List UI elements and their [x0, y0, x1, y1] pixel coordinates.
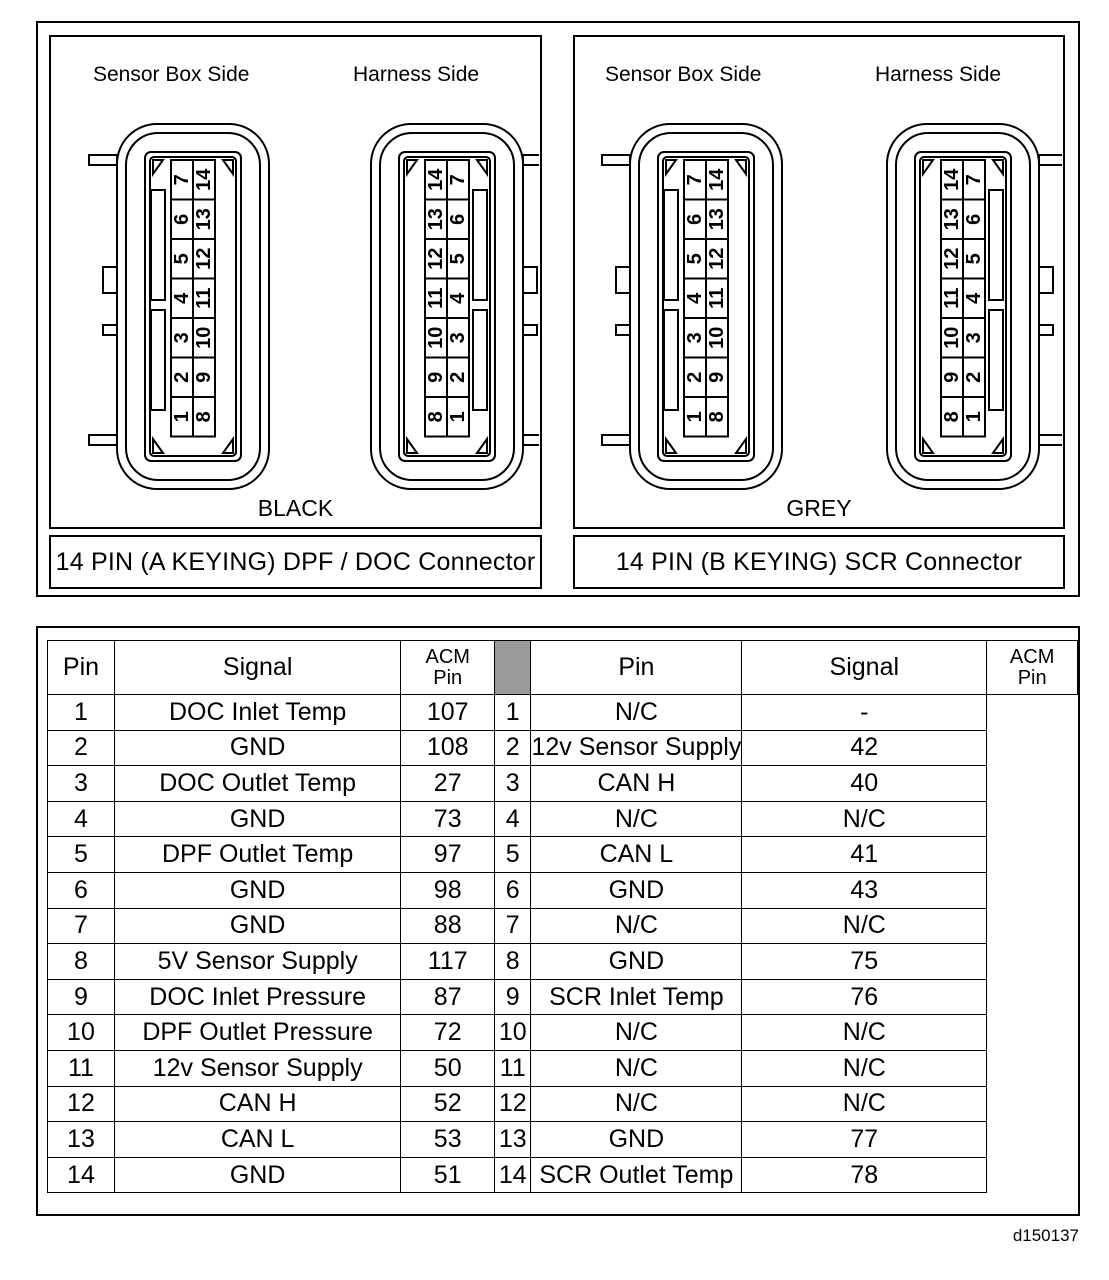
signal-cell: CAN H	[531, 766, 742, 802]
pin-number: 5	[447, 253, 469, 265]
connector-tab	[103, 325, 117, 335]
pin-number: 7	[684, 174, 706, 186]
signal-cell: GND	[531, 1122, 742, 1158]
pin-number: 12	[941, 247, 963, 270]
pin-number: 10	[425, 326, 447, 349]
pin-number: 14	[193, 168, 215, 191]
pin-number: 10	[941, 326, 963, 349]
pin-number: 2	[171, 371, 193, 383]
pin-number: 4	[171, 292, 193, 304]
acm-pin-cell: 72	[401, 1015, 495, 1051]
connector-drawing	[575, 37, 1062, 526]
table-row	[48, 944, 1078, 980]
acm-pin-cell: 53	[401, 1122, 495, 1158]
connector-tab	[523, 435, 539, 445]
connector-caption: 14 PIN (B KEYING) SCR Connector	[573, 535, 1065, 589]
pin-number: 1	[171, 411, 193, 423]
pin-number: 4	[447, 292, 469, 304]
acm-pin-cell: 87	[401, 979, 495, 1015]
pin-number: 14	[425, 168, 447, 191]
pin-number: 13	[941, 208, 963, 231]
signal-cell: 12v Sensor Supply	[114, 1050, 400, 1086]
pin-number: 8	[193, 411, 215, 423]
pin-number: 6	[447, 213, 469, 225]
acm-pin-cell: 77	[742, 1122, 987, 1158]
table-row	[48, 837, 1078, 873]
acm-pin-cell: 78	[742, 1157, 987, 1193]
connector-tab	[89, 435, 117, 445]
signal-cell: DOC Inlet Temp	[114, 695, 400, 731]
signal-cell: N/C	[531, 1086, 742, 1122]
signal-cell: GND	[531, 872, 742, 908]
pin-number: 2	[684, 371, 706, 383]
pin-header: Pin	[48, 641, 115, 695]
connector-tab	[602, 155, 630, 165]
pin-number: 13	[193, 208, 215, 231]
table-row	[48, 1050, 1078, 1086]
pin-cell: 6	[495, 872, 531, 908]
pin-number: 12	[193, 247, 215, 270]
acm-pin-cell: 41	[742, 837, 987, 873]
acm-pin-cell: -	[742, 695, 987, 731]
pin-cell: 3	[48, 766, 115, 802]
pin-cell: 4	[495, 801, 531, 837]
connector-tab	[523, 267, 537, 293]
pin-cell: 12	[48, 1086, 115, 1122]
pin-number: 13	[706, 208, 728, 231]
signal-header: Signal	[742, 641, 987, 695]
pin-cell: 1	[48, 695, 115, 731]
signal-cell: 12v Sensor Supply	[531, 730, 742, 766]
sensor-box-side-label: Sensor Box Side	[605, 63, 762, 86]
pin-number: 1	[447, 411, 469, 423]
pin-cell: 8	[48, 944, 115, 980]
table-row	[48, 1122, 1078, 1158]
connector-tab	[1039, 325, 1053, 335]
table-row	[48, 1157, 1078, 1193]
acm-pin-cell: 108	[401, 730, 495, 766]
pin-number: 12	[425, 247, 447, 270]
pin-assignment-table	[47, 640, 1078, 1193]
table-row	[48, 695, 1078, 731]
signal-cell: GND	[114, 801, 400, 837]
pin-number: 6	[684, 213, 706, 225]
pin-number: 5	[963, 253, 985, 265]
signal-cell: N/C	[531, 1015, 742, 1051]
pin-number: 14	[941, 168, 963, 191]
sensor-box-side-label: Sensor Box Side	[93, 63, 250, 86]
acm-pin-cell: 107	[401, 695, 495, 731]
pin-cell: 9	[48, 979, 115, 1015]
signal-cell: CAN H	[114, 1086, 400, 1122]
connector-diagram-frame	[36, 21, 1080, 597]
pin-number: 6	[963, 213, 985, 225]
acm-pin-cell: N/C	[742, 908, 987, 944]
connector-tab	[89, 155, 117, 165]
pin-number: 2	[447, 371, 469, 383]
pin-cell: 10	[495, 1015, 531, 1051]
table-row	[48, 872, 1078, 908]
grey-connector-panel	[573, 35, 1065, 529]
pin-number: 6	[171, 213, 193, 225]
acm-pin-cell: N/C	[742, 801, 987, 837]
pin-cell: 11	[495, 1050, 531, 1086]
pin-number: 9	[706, 371, 728, 383]
signal-cell: DOC Outlet Temp	[114, 766, 400, 802]
pin-number: 5	[684, 253, 706, 265]
black-connector-panel	[49, 35, 542, 529]
signal-cell: GND	[114, 908, 400, 944]
pin-cell: 4	[48, 801, 115, 837]
pin-number: 4	[963, 292, 985, 304]
pin-number: 13	[425, 208, 447, 231]
pin-cell: 2	[48, 730, 115, 766]
pin-cell: 2	[495, 730, 531, 766]
connector-tab	[1039, 155, 1062, 165]
signal-cell: N/C	[531, 695, 742, 731]
table-row	[48, 766, 1078, 802]
connector-tab	[103, 267, 117, 293]
signal-header: Signal	[114, 641, 400, 695]
connector-caption: 14 PIN (A KEYING) DPF / DOC Connector	[49, 535, 542, 589]
acm-pin-header: ACM Pin	[401, 641, 495, 695]
pin-cell: 14	[48, 1157, 115, 1193]
connector-tab	[523, 155, 539, 165]
signal-cell: CAN L	[114, 1122, 400, 1158]
pin-cell: 8	[495, 944, 531, 980]
table-row	[48, 979, 1078, 1015]
pin-number: 9	[941, 371, 963, 383]
pin-number: 8	[706, 411, 728, 423]
connector-tab	[1039, 267, 1053, 293]
acm-pin-cell: 50	[401, 1050, 495, 1086]
acm-pin-cell: 76	[742, 979, 987, 1015]
signal-cell: DOC Inlet Pressure	[114, 979, 400, 1015]
signal-cell: N/C	[531, 908, 742, 944]
pin-number: 5	[171, 253, 193, 265]
signal-cell: SCR Outlet Temp	[531, 1157, 742, 1193]
acm-pin-cell: 75	[742, 944, 987, 980]
table-row	[48, 1015, 1078, 1051]
pin-cell: 13	[495, 1122, 531, 1158]
connector-tab	[616, 325, 630, 335]
pin-number: 4	[684, 292, 706, 304]
table-row	[48, 730, 1078, 766]
acm-pin-cell: 27	[401, 766, 495, 802]
pin-cell: 7	[495, 908, 531, 944]
connector-drawing	[51, 37, 539, 526]
acm-pin-header: ACM Pin	[987, 641, 1078, 695]
pin-cell: 10	[48, 1015, 115, 1051]
pin-cell: 1	[495, 695, 531, 731]
pin-number: 11	[706, 287, 728, 309]
pin-cell: 14	[495, 1157, 531, 1193]
acm-pin-cell: 97	[401, 837, 495, 873]
connector-color-label: GREY	[786, 495, 852, 521]
acm-pin-cell: 51	[401, 1157, 495, 1193]
acm-pin-cell: N/C	[742, 1086, 987, 1122]
pin-number: 3	[963, 332, 985, 344]
acm-pin-cell: 73	[401, 801, 495, 837]
pin-cell: 3	[495, 766, 531, 802]
acm-pin-cell: 117	[401, 944, 495, 980]
signal-cell: N/C	[531, 1050, 742, 1086]
pin-cell: 5	[495, 837, 531, 873]
table-row	[48, 1086, 1078, 1122]
pin-number: 2	[963, 371, 985, 383]
acm-pin-cell: 40	[742, 766, 987, 802]
pin-cell: 9	[495, 979, 531, 1015]
pin-number: 7	[963, 174, 985, 186]
acm-pin-cell: 43	[742, 872, 987, 908]
acm-pin-cell: N/C	[742, 1050, 987, 1086]
connector-color-label: BLACK	[257, 495, 334, 521]
pin-cell: 5	[48, 837, 115, 873]
table-row	[48, 908, 1078, 944]
pin-cell: 11	[48, 1050, 115, 1086]
pin-number: 14	[706, 168, 728, 191]
signal-cell: DPF Outlet Pressure	[114, 1015, 400, 1051]
connector-tab	[616, 267, 630, 293]
signal-cell: GND	[114, 730, 400, 766]
pin-number: 3	[447, 332, 469, 344]
signal-cell: DPF Outlet Temp	[114, 837, 400, 873]
pin-number: 12	[706, 247, 728, 270]
signal-cell: GND	[531, 944, 742, 980]
pin-cell: 12	[495, 1086, 531, 1122]
harness-side-label: Harness Side	[353, 63, 480, 86]
pin-cell: 13	[48, 1122, 115, 1158]
pin-number: 1	[963, 411, 985, 423]
signal-cell: GND	[114, 872, 400, 908]
table-header-row	[48, 641, 1078, 695]
pin-number: 3	[684, 332, 706, 344]
pin-number: 8	[941, 411, 963, 423]
pin-number: 1	[684, 411, 706, 423]
pin-table-frame	[36, 626, 1080, 1216]
pin-number: 11	[425, 287, 447, 309]
table-divider	[495, 641, 531, 695]
pin-header: Pin	[531, 641, 742, 695]
signal-cell: N/C	[531, 801, 742, 837]
pin-number: 10	[706, 326, 728, 349]
pin-number: 3	[171, 332, 193, 344]
pin-number: 7	[447, 174, 469, 186]
acm-pin-cell: N/C	[742, 1015, 987, 1051]
pin-number: 11	[193, 287, 215, 309]
pin-number: 11	[941, 287, 963, 309]
pin-number: 10	[193, 326, 215, 349]
pin-cell: 6	[48, 872, 115, 908]
acm-pin-cell: 42	[742, 730, 987, 766]
signal-cell: CAN L	[531, 837, 742, 873]
signal-cell: 5V Sensor Supply	[114, 944, 400, 980]
figure-id: d150137	[1012, 1226, 1079, 1245]
pin-number: 9	[425, 371, 447, 383]
acm-pin-cell: 52	[401, 1086, 495, 1122]
connector-tab	[602, 435, 630, 445]
acm-pin-cell: 98	[401, 872, 495, 908]
signal-cell: GND	[114, 1157, 400, 1193]
signal-cell: SCR Inlet Temp	[531, 979, 742, 1015]
connector-tab	[523, 325, 537, 335]
harness-side-label: Harness Side	[875, 63, 1002, 86]
pin-cell: 7	[48, 908, 115, 944]
pin-number: 9	[193, 371, 215, 383]
connector-tab	[1039, 435, 1062, 445]
table-row	[48, 801, 1078, 837]
pin-number: 7	[171, 174, 193, 186]
pin-number: 8	[425, 411, 447, 423]
acm-pin-cell: 88	[401, 908, 495, 944]
